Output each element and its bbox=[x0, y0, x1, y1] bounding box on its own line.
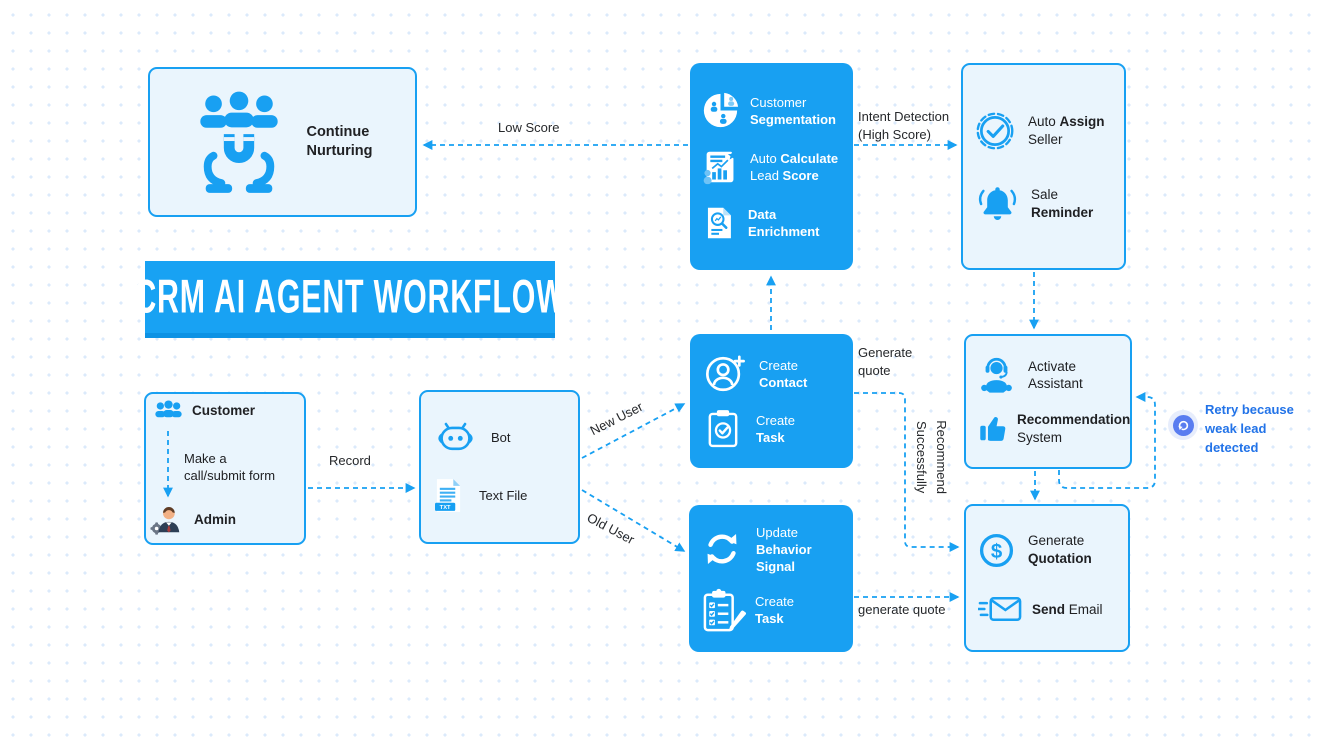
label-old-user: Old User bbox=[584, 509, 637, 548]
item-generate-quotation bbox=[978, 532, 1116, 569]
item-label: Seller bbox=[1028, 131, 1063, 147]
label-line: (High Score) bbox=[858, 126, 931, 142]
retry-line: Retry because bbox=[1205, 402, 1294, 417]
label-generate-quote-lower: generate quote bbox=[858, 602, 946, 617]
item-label: Create bbox=[755, 594, 795, 610]
item-label: Generate bbox=[1028, 533, 1085, 549]
lead-score-chart-icon bbox=[702, 149, 739, 186]
node-update-behavior bbox=[689, 505, 853, 652]
person-gear-icon bbox=[150, 503, 184, 537]
title-banner bbox=[134, 261, 566, 333]
bell-icon bbox=[975, 185, 1020, 223]
item-label: Score bbox=[782, 168, 819, 183]
node-create-contact-task bbox=[690, 334, 853, 468]
customer-note bbox=[184, 450, 275, 484]
cycle-arrows-icon bbox=[703, 530, 741, 568]
support-agent-icon bbox=[978, 356, 1015, 394]
item-label: Admin bbox=[194, 512, 236, 528]
refresh-circle-icon bbox=[1173, 415, 1194, 436]
item-label: Task bbox=[755, 611, 784, 627]
txt-file-icon bbox=[435, 478, 462, 513]
label-generate-quote bbox=[858, 344, 912, 379]
item-update-behavior-signal bbox=[703, 524, 839, 575]
label-low-score: Low Score bbox=[498, 120, 560, 135]
user-plus-circle-icon bbox=[704, 353, 746, 395]
users-group-icon bbox=[154, 400, 183, 421]
item-customer bbox=[154, 400, 255, 421]
item-customer-segmentation bbox=[702, 92, 841, 129]
label-line: Intent Detection bbox=[858, 109, 950, 124]
item-label: Assistant bbox=[1028, 376, 1083, 392]
item-label: Enrichment bbox=[748, 223, 820, 239]
badge-check-icon bbox=[975, 111, 1015, 151]
item-label: Calculate bbox=[780, 150, 839, 166]
item-label: Behavior bbox=[756, 541, 812, 557]
item-label: Bot bbox=[491, 429, 511, 445]
item-label: Sale bbox=[1031, 186, 1059, 202]
people-magnet-icon bbox=[192, 91, 286, 193]
envelope-send-icon bbox=[978, 595, 1023, 625]
item-create-task-2 bbox=[703, 587, 839, 633]
item-label: Task bbox=[756, 429, 785, 445]
label-intent-detection bbox=[858, 108, 968, 143]
item-text-file bbox=[435, 478, 564, 513]
item-label: Contact bbox=[759, 375, 808, 391]
item-label: Assign bbox=[1059, 113, 1105, 129]
item-auto-calculate-lead-score bbox=[702, 149, 841, 186]
item-create-task bbox=[704, 409, 839, 449]
pie-users-icon bbox=[702, 92, 739, 129]
node-label: Nurturing bbox=[306, 143, 373, 159]
item-label: System bbox=[1017, 429, 1063, 445]
document-magnifier-icon bbox=[702, 205, 736, 241]
item-label: Quotation bbox=[1028, 551, 1092, 566]
item-label: Signal bbox=[756, 558, 796, 574]
node-bot-textfile bbox=[419, 390, 580, 544]
retry-line: weak lead bbox=[1205, 420, 1267, 436]
item-label: Reminder bbox=[1031, 204, 1094, 220]
item-label: Send bbox=[1032, 601, 1069, 617]
checklist-pencil-icon bbox=[703, 587, 747, 633]
item-sale-reminder bbox=[975, 185, 1112, 223]
item-label: Auto bbox=[1028, 113, 1060, 129]
node-continue-nurturing bbox=[148, 67, 417, 217]
robot-icon bbox=[435, 421, 476, 454]
node-label: Continue bbox=[306, 123, 370, 140]
dollar-glyph: $ bbox=[990, 539, 1003, 563]
label-new-user: New User bbox=[587, 398, 646, 439]
item-label: Customer bbox=[192, 402, 256, 418]
item-label: Data bbox=[748, 206, 777, 222]
item-label: Text File bbox=[479, 487, 528, 503]
item-bot bbox=[435, 421, 564, 454]
retry-line: detected bbox=[1205, 439, 1259, 455]
txt-badge-label: TXT bbox=[439, 505, 451, 511]
node-assistant bbox=[964, 334, 1132, 469]
item-label: Recommendation bbox=[1017, 411, 1131, 427]
item-label: Activate bbox=[1028, 358, 1077, 374]
item-auto-assign-seller bbox=[975, 111, 1112, 151]
retry-annotation bbox=[1205, 401, 1305, 458]
item-label: Create bbox=[756, 412, 796, 428]
item-label: Customer bbox=[750, 94, 807, 110]
item-create-contact bbox=[704, 353, 839, 395]
item-admin bbox=[150, 503, 236, 537]
node-quotation-email bbox=[964, 504, 1130, 652]
node-assign-reminder bbox=[961, 63, 1126, 270]
node-ai-processing bbox=[690, 63, 853, 270]
label-recommend-successfully bbox=[911, 402, 951, 512]
item-label: Create bbox=[759, 358, 799, 374]
label-line: Successfully bbox=[914, 421, 929, 494]
clipboard-check-icon bbox=[707, 409, 739, 449]
item-label: Email bbox=[1068, 601, 1103, 617]
item-label: Lead bbox=[750, 168, 783, 183]
label-line: Generate bbox=[858, 345, 913, 360]
item-data-enrichment bbox=[702, 205, 841, 241]
note-line: call/submit form bbox=[184, 468, 276, 484]
label-line: quote bbox=[858, 362, 891, 378]
page-title: CRM AI AGENT WORKFLOW bbox=[134, 270, 566, 323]
label-record: Record bbox=[329, 453, 371, 468]
item-activate-assistant bbox=[978, 356, 1118, 394]
thumbs-up-icon bbox=[978, 414, 1007, 443]
note-line: Make a bbox=[184, 451, 227, 466]
retry-icon bbox=[1168, 410, 1198, 440]
dollar-circle-icon bbox=[978, 532, 1015, 569]
item-send-email bbox=[978, 595, 1116, 625]
item-label: Update bbox=[756, 524, 798, 540]
label-line: Recommend bbox=[934, 420, 950, 494]
item-label: Auto bbox=[750, 150, 781, 166]
item-label: Segmentation bbox=[750, 111, 836, 127]
item-recommendation-system bbox=[978, 411, 1131, 447]
